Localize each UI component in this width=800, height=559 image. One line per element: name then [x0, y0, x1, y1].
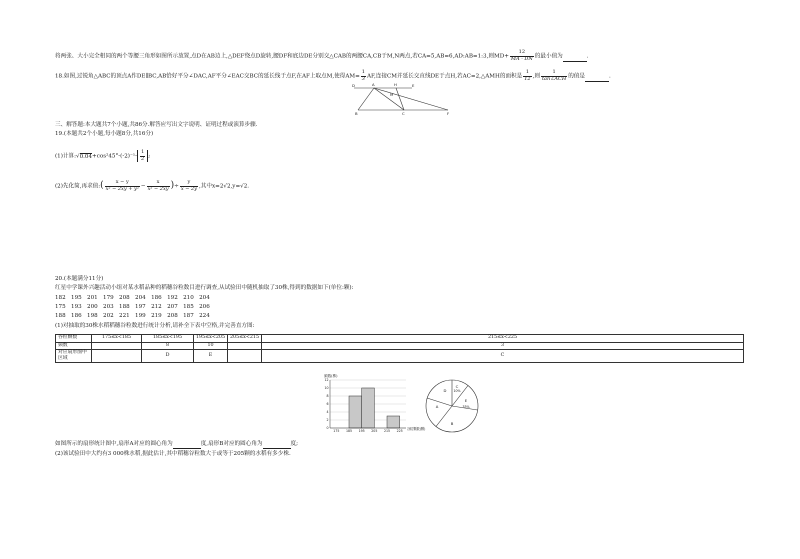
q18-fraction-3: $\frac{1}{\text{tan∠ACH}}$ — [542, 69, 567, 82]
histogram-x-tick: 205 — [371, 429, 378, 433]
label-e: E — [412, 83, 415, 88]
q18-text: 18.如图,过锐角△ABC的顶点A作DE∥BC,AB恰好平分∠DAC,AF平分∠EAC交BC的延长线于点F,在AF上取点M,使得AM= — [55, 73, 360, 80]
q17-text-b: 的最小值为 — [534, 53, 563, 60]
histogram-bar — [349, 396, 362, 428]
pie-label-e: E — [464, 398, 468, 403]
table-cell: 205≤x<215 — [228, 335, 262, 343]
q20-task1: (1)对抽取的30株水稻稻穗谷粒数进行统计分析,请补全下表中空格,并完善直方图: — [55, 323, 255, 329]
sector-a-angle-blank[interactable] — [173, 441, 201, 449]
table-cell: 谷粒颗数 — [56, 335, 92, 343]
label-a: A — [372, 82, 375, 87]
pie-label-a: A — [435, 404, 439, 409]
histogram-x-tick: 225 — [396, 429, 403, 433]
table-row-sector — [56, 350, 744, 363]
table-cell-blank[interactable] — [92, 350, 142, 363]
line-ac — [374, 88, 404, 110]
q17-answer-blank[interactable] — [563, 54, 587, 62]
table-cell: C — [262, 350, 744, 363]
histogram-x-tick: 195 — [358, 429, 365, 433]
q20-data-row-1: 182 195 201 179 208 204 186 192 210 204 — [55, 295, 210, 301]
table-cell: 频数 — [56, 342, 92, 350]
q17-text: 将两张、大小完全相同的两个等腰三角形如图所示放置,点D在AB边上,△DEF绕点D旋转,腰DF和底边DE分别交△CAB的两腰CA,CB于M,N两点,若CA=5,AB=6,AD:AB=1:3,则MD+ — [55, 53, 509, 60]
table-cell: 185≤x<195 — [142, 335, 194, 343]
q20-data-row-2: 175 193 200 203 188 197 212 207 185 206 — [55, 304, 210, 310]
q20-intro: 红星中学课外兴趣活动小组对某水稻品种的稻穗谷粒数目进行调查,从试验田中随机抽取了30株,得到的数据如下(单位:颗): — [55, 285, 354, 291]
label-d: D — [352, 83, 355, 88]
q20-task1b: 如图所示的扇形统计图中,扇形A对应的圆心角为 度,扇形B对应的圆心角为 度; — [55, 441, 299, 447]
q17-line: 将两张、大小完全相同的两个等腰三角形如图所示放置,点D在AB边上,△DEF绕点D旋转,腰DF和底边DE分别交△CAB的两腰CA,CB于M,N两点,若CA=5,AB=6,AD:AB=1:3,则MD+ $\frac{12}{MA \cdot DN}$ 的最小值为 . — [55, 49, 589, 62]
table-cell: 215≤x<225 — [262, 335, 744, 343]
q18-fraction-2: $\frac{1}{12}$ — [524, 69, 531, 82]
table-cell: 对应扇形图中区域 — [56, 350, 92, 363]
q18-fraction-1: $\frac{1}{3}$ — [361, 69, 365, 82]
pie-percent-e: 33% — [462, 405, 470, 409]
pie-chart — [424, 378, 480, 434]
label-h: H — [394, 82, 397, 87]
q19-heading: 19.(本题共2个小题,每小题8分,共16分) — [55, 131, 154, 137]
table-cell-blank[interactable] — [228, 350, 262, 363]
frequency-table — [55, 334, 744, 363]
histogram-x-tick: 185 — [345, 429, 353, 433]
histogram-y-tick: 6 — [326, 402, 329, 407]
line-ab — [358, 88, 374, 110]
histogram-xlabel: 谷粒颗数(颗) — [407, 427, 426, 431]
histogram-bar — [362, 388, 375, 428]
table-cell: 175≤x<185 — [92, 335, 142, 343]
label-b: B — [355, 111, 358, 116]
histogram-ylabel: 频数(株) — [324, 374, 338, 378]
histogram-y-tick: 8 — [326, 394, 329, 399]
q19-part1: (1)计算:√0.04+cos²45°-(-2)⁻¹- $\frac{1}{2}$ ; — [55, 149, 151, 162]
table-cell: 10 — [194, 342, 228, 350]
table-cell: D — [142, 350, 194, 363]
histogram-x-tick: 215 — [383, 429, 391, 433]
q18-text-b: AF,连接CM并延长交直线DE于点H,若AC=2,△AMH的面积是 — [366, 73, 523, 80]
q18-line: 18.如图,过锐角△ABC的顶点A作DE∥BC,AB恰好平分∠DAC,AF平分∠EAC交BC的延长线于点F,在AF上取点M,使得AM= $\frac{1}{3}$ AF,连接CM并延长交直线DE于点H,若AC=2,△AMH的面积是 $\frac{1}{12}$ ,则 $\frac{1}{\text{tan∠ACH}}$ 的值是 . — [55, 69, 611, 82]
q17-fraction: $\frac{12}{MA \cdot DN}$ — [510, 49, 533, 62]
histogram-chart — [318, 372, 430, 436]
q18-answer-blank[interactable] — [585, 74, 609, 82]
histogram-x-tick: 175 — [333, 429, 340, 433]
table-cell: 3 — [262, 342, 744, 350]
histogram-y-tick: 10 — [324, 386, 329, 391]
table-cell-blank[interactable] — [228, 342, 262, 350]
pie-label-c: C — [455, 384, 459, 389]
histogram-y-tick: 2 — [326, 418, 329, 423]
pie-percent-c: 10% — [453, 389, 461, 393]
histogram-y-tick: 12 — [324, 378, 329, 383]
histogram-y-tick: 4 — [326, 410, 329, 415]
q19-part2: (2)先化简,再求值:( $\frac{x - y}{\text{x² − 2xy + y²}}$ − $\frac{x}{\text{x² − 2xy}}$ )÷ $\frac{y}{x - 2y}$ ,其中x=2√2,y=√2. — [55, 179, 250, 192]
histogram-bar — [387, 416, 400, 428]
label-c: C — [402, 111, 405, 116]
q20-task2: (2)该试验田中大约有3 000株水稻,据此估计,其中稻穗谷粒数大于或等于205颗的水稻有多少株. — [55, 451, 291, 457]
sector-b-angle-blank[interactable] — [263, 441, 291, 449]
table-row-frequency — [56, 342, 744, 350]
table-cell-blank[interactable] — [92, 342, 142, 350]
table-cell: 195≤x<205 — [194, 335, 228, 343]
histogram-y-tick: 0 — [326, 426, 329, 431]
pie-label-d: D — [443, 388, 447, 393]
label-m: M — [390, 92, 394, 97]
table-header-row — [56, 335, 744, 343]
q20-data-row-3: 188 186 198 202 221 199 219 208 187 224 — [55, 313, 210, 319]
section3-heading: 三、解答题:本大题共7个小题,共86分.解答应写出文字说明、证明过程或演算步骤. — [55, 122, 258, 128]
q20-heading: 20.(本题满分11分) — [55, 276, 104, 282]
label-f: F — [447, 111, 450, 116]
line-af — [374, 88, 448, 110]
table-cell: E — [194, 350, 228, 363]
q18-geometry-figure — [352, 80, 452, 118]
table-cell: 8 — [142, 342, 194, 350]
q18-text-d: 的值是 — [568, 73, 585, 80]
pie-label-b: B — [450, 421, 454, 426]
